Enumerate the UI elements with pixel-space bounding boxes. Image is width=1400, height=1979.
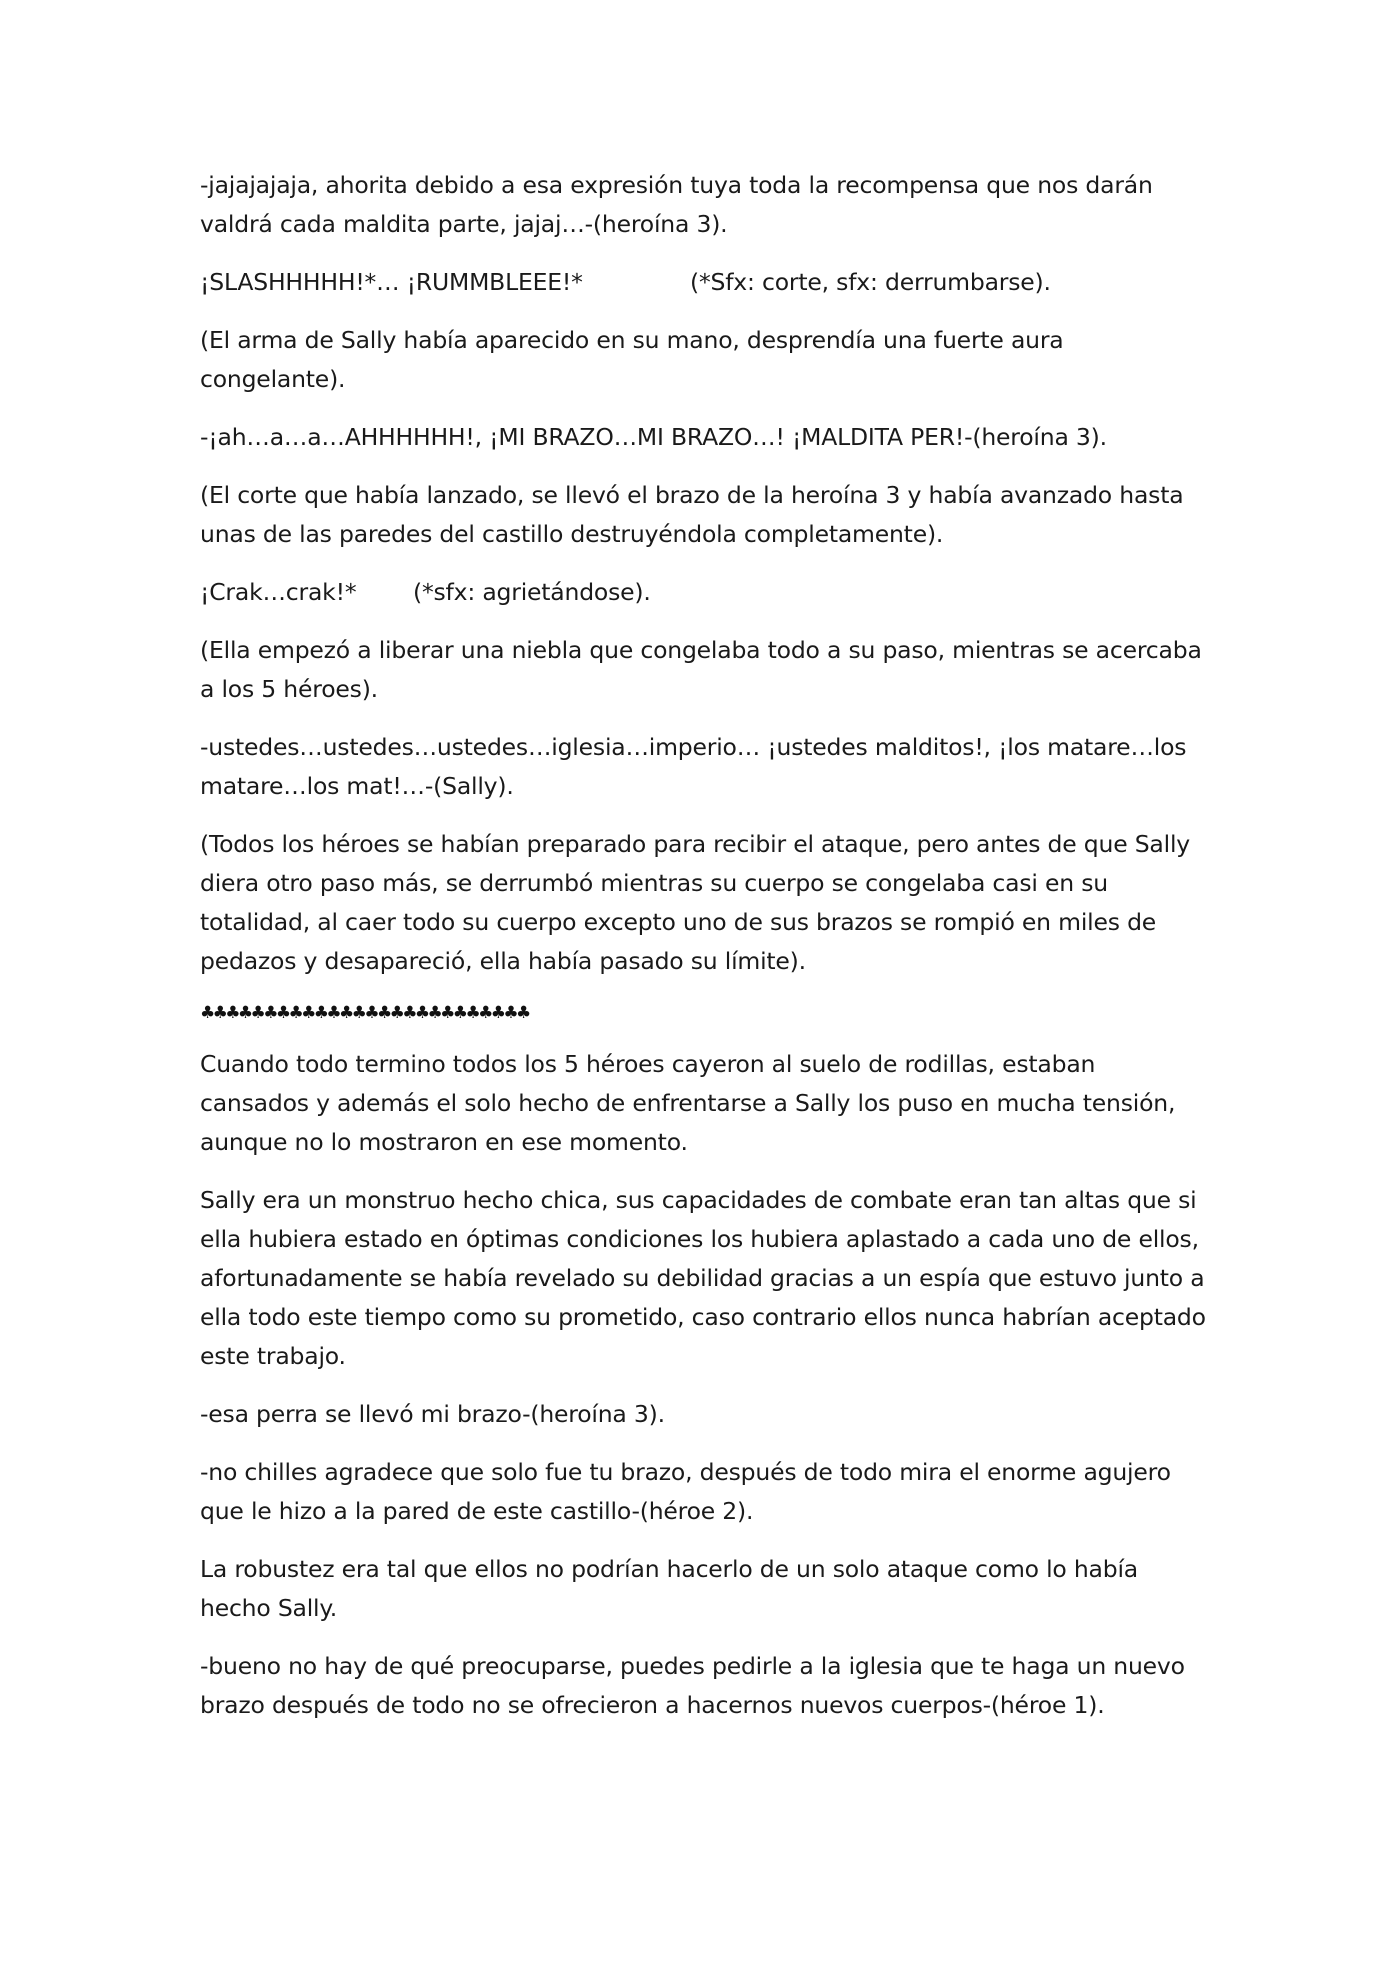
paragraph-hero1: -bueno no hay de qué preocuparse, puedes pedirle a la iglesia que te haga un nuevo brazo después de todo no se ofrecieron a hacernos nuevos cuerpos-(héroe 1). [200, 1652, 1185, 1719]
paragraph-laugh: -jajajajaja, ahorita debido a esa expresión tuya toda la recompensa que nos darán valdrá cada maldita parte, jajaj…-(heroína 3). [200, 171, 1153, 238]
sfx-line-slash [200, 263, 1210, 302]
sfx-note-text: (*sfx: agrietándose). [413, 578, 651, 606]
paragraph-monster: Sally era un monstruo hecho chica, sus capacidades de combate eran tan altas que si ella hubiera estado en óptimas condiciones los hubiera aplastado a cada uno de ellos, afortunadamente se había revelado su debilidad gracias a un espía que estuvo junto a ella todo este tiempo como su prometido, caso contrario ellos nunca habrían aceptado este trabajo. [200, 1186, 1206, 1370]
paragraph-hero2: -no chilles agradece que solo fue tu brazo, después de todo mira el enorme agujero que le hizo a la pared de este castillo-(héroe 2). [200, 1458, 1171, 1525]
sfx-note-text: (*Sfx: corte, sfx: derrumbarse). [690, 268, 1051, 296]
paragraph-scream: -¡ah…a…a…AHHHHHH!, ¡MI BRAZO…MI BRAZO…! ¡MALDITA PER!-(heroína 3). [200, 423, 1107, 451]
paragraph-arm-lost: -esa perra se llevó mi brazo-(heroína 3). [200, 1400, 665, 1428]
sfx-sound-text: ¡Crak…crak!* [200, 578, 357, 606]
paragraph-robustness: La robustez era tal que ellos no podrían hacerlo de un solo ataque como lo había hecho Sally. [200, 1555, 1138, 1622]
paragraph-weapon: (El arma de Sally había aparecido en su mano, desprendía una fuerte aura congelante). [200, 326, 1064, 393]
sfx-sound-text: ¡SLASHHHHH!*… ¡RUMMBLEEE!* [200, 268, 583, 296]
paragraph-mist: (Ella empezó a liberar una niebla que congelaba todo a su paso, mientras se acercaba a los 5 héroes). [200, 636, 1202, 703]
paragraph-sally-speech: -ustedes…ustedes…ustedes…iglesia…imperio… ¡ustedes malditos!, ¡los matare…los matare…los mat!…-(Sally). [200, 733, 1187, 800]
sfx-line-crack [200, 573, 1210, 612]
paragraph-aftermath: Cuando todo termino todos los 5 héroes cayeron al suelo de rodillas, estaban cansados y además el solo hecho de enfrentarse a Sally los puso en mucha tensión, aunque no lo mostraron en ese momento. [200, 1050, 1176, 1156]
club-separator: ♣♣♣♣♣♣♣♣♣♣♣♣♣♣♣♣♣♣♣♣♣♣♣♣♣♣ [200, 1003, 529, 1023]
paragraph-collapse: (Todos los héroes se habían preparado para recibir el ataque, pero antes de que Sally diera otro paso más, se derrumbó mientras su cuerpo se congelaba casi en su totalidad, al caer todo su cuerpo excepto uno de sus brazos se rompió en miles de pedazos y desapareció, ella había pasado su límite). [200, 830, 1191, 975]
paragraph-cut: (El corte que había lanzado, se llevó el brazo de la heroína 3 y había avanzado hasta unas de las paredes del castillo destruyéndola completamente). [200, 481, 1184, 548]
document-page [200, 166, 1210, 1744]
